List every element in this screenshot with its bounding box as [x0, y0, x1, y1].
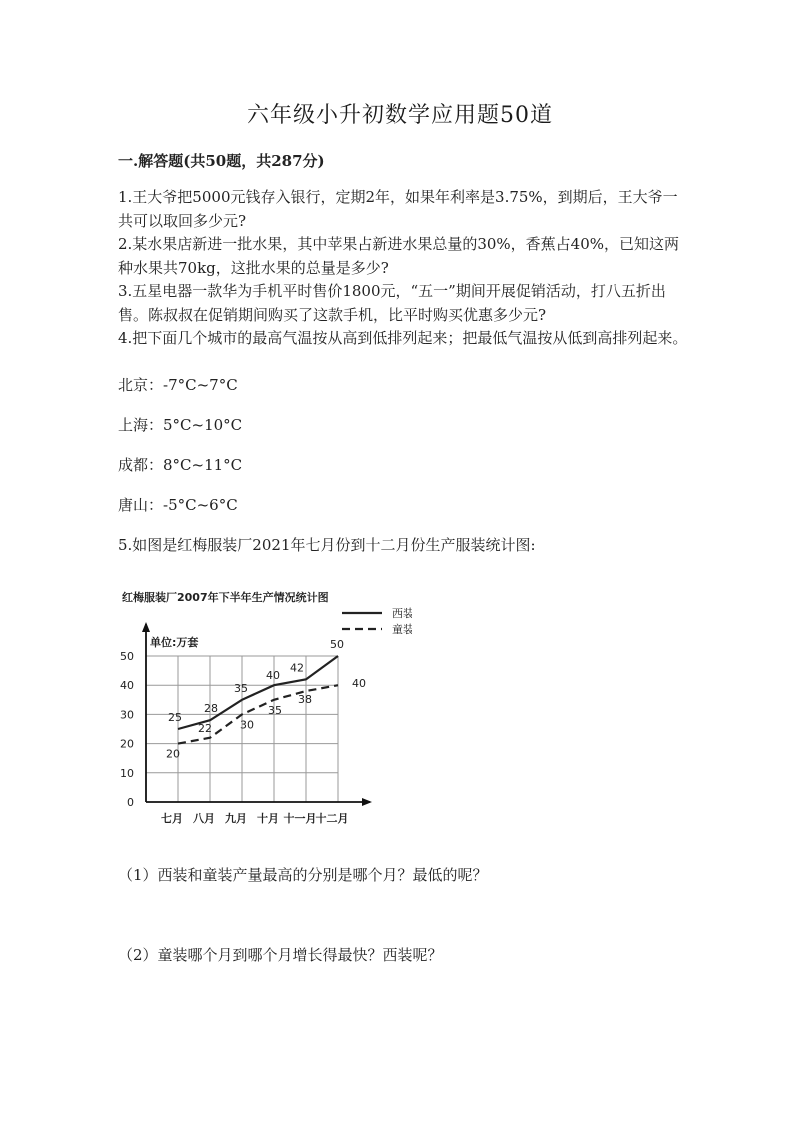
data-label: 20 [166, 747, 180, 761]
x-axis-arrow [362, 798, 372, 806]
temperature-tangshan: 唐山：-5°C~6°C [118, 496, 238, 514]
data-label: 40 [266, 669, 280, 683]
question-4: 4.把下面几个城市的最高气温按从高到低排列起来；把最低气温按从低到高排列起来。 [118, 329, 688, 347]
y-tick-label: 0 [127, 796, 134, 809]
data-label: 40 [352, 677, 366, 691]
chart-unit-label: 单位:万套 [150, 636, 199, 649]
y-tick-label: 30 [120, 708, 134, 722]
x-tick-label: 十一月 [283, 812, 317, 825]
data-label: 35 [268, 703, 282, 717]
chart-legend [342, 606, 412, 636]
sub-question-2: （2）童装哪个月到哪个月增长得最快？西装呢？ [118, 946, 443, 964]
x-tick-label: 八月 [193, 812, 215, 825]
production-line-chart [112, 580, 412, 830]
data-label: 42 [290, 661, 304, 675]
chart-svg [112, 580, 412, 830]
series-line-1 [178, 656, 338, 732]
x-tick-label: 七月 [161, 812, 183, 825]
question-list [118, 186, 688, 351]
temperature-chengdu: 成都：8°C~11°C [118, 456, 243, 474]
y-tick-label: 20 [120, 737, 134, 751]
section-heading: 一.解答题(共50题，共287分) [118, 152, 325, 170]
question-1: 1.王大爷把5000元钱存入银行，定期2年，如果年利率是3.75%，到期后，王大爷一共可以取回多少元? [118, 188, 678, 230]
data-label: 30 [240, 718, 254, 732]
data-label: 28 [204, 702, 218, 716]
question-2: 2.某水果店新进一批水果，其中苹果占新进水果总量的30%，香蕉占40%，已知这两种水果共70kg，这批水果的总量是多少? [118, 235, 679, 277]
x-tick-label: 十月 [257, 812, 279, 825]
temperature-shanghai: 上海：5°C~10°C [118, 416, 243, 434]
data-label: 50 [330, 638, 344, 651]
data-label: 35 [234, 681, 248, 695]
legend-label: 童装 [392, 623, 412, 636]
sub-question-1: （1）西装和童装产量最高的分别是哪个月？最低的呢？ [118, 866, 488, 884]
y-tick-label: 40 [120, 679, 134, 693]
data-label: 25 [168, 711, 182, 724]
question-3: 3.五星电器一款华为手机平时售价1800元，“五一”期间开展促销活动，打八五折出售。陈叔叔在促销期间购买了这款手机，比平时购买优惠多少元? [118, 282, 666, 324]
x-tick-label: 九月 [225, 812, 247, 825]
y-tick-label: 10 [120, 766, 134, 780]
x-tick-label: 十二月 [315, 812, 349, 825]
data-label: 22 [198, 721, 212, 735]
temperature-beijing: 北京：-7°C~7°C [118, 376, 238, 394]
chart-title: 红梅服装厂2007年下半年生产情况统计图 [122, 591, 329, 604]
page-title: 六年级小升初数学应用题50道 [247, 103, 553, 128]
legend-label: 西装 [392, 607, 412, 620]
question-5: 5.如图是红梅服装厂2021年七月份到十二月份生产服装统计图: [118, 536, 536, 554]
data-label: 38 [298, 693, 312, 707]
y-axis-arrow [142, 622, 150, 632]
y-tick-label: 50 [120, 650, 134, 663]
